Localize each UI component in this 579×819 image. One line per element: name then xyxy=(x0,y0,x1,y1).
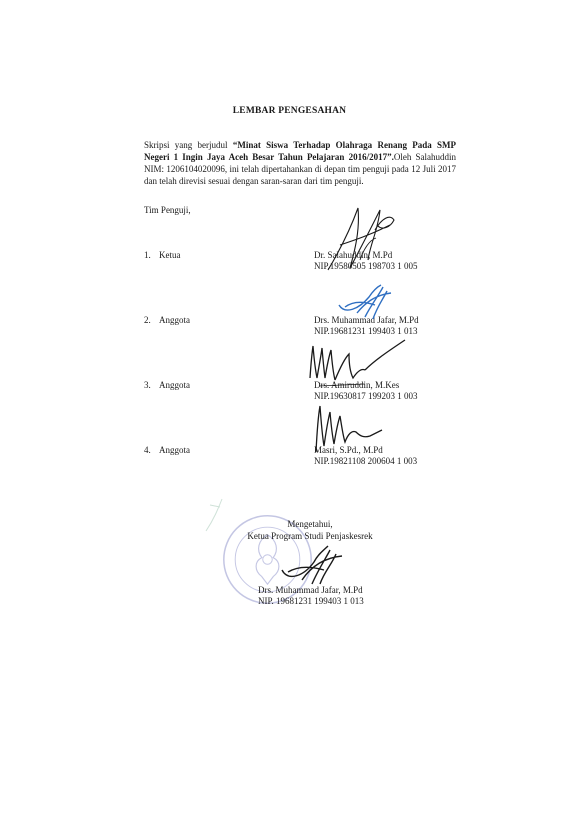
approval-nip: NIP. 19681231 199403 1 013 xyxy=(258,596,364,606)
signature-3-image xyxy=(305,338,415,393)
approval-block xyxy=(258,585,364,607)
examiner-3-name: Drs. Amiruddin, M.Kes xyxy=(314,380,400,390)
examiner-4-nip: NIP.19821108 200604 1 003 xyxy=(314,456,418,466)
examiner-4-role-label: Anggota xyxy=(159,445,190,455)
thesis-title: “Minat Siswa Terhadap Olahraga Renang Pada SMP Negeri 1 Ingin Jaya Aceh Besar Tahun Pelajaran 2016/2017”. xyxy=(144,140,457,162)
examiner-4-role xyxy=(144,445,190,456)
examiner-4-name: Masri, S.Pd., M.Pd xyxy=(314,445,383,455)
examiner-1-number: 1. xyxy=(144,250,151,260)
examiner-2-role-label: Anggota xyxy=(159,315,190,325)
intro-paragraph xyxy=(144,139,456,187)
examiner-2-nip: NIP.19681231 199403 1 013 xyxy=(314,326,418,336)
examiner-1-nip: NIP.19580505 198703 1 005 xyxy=(314,261,418,271)
examiner-2-number: 2. xyxy=(144,315,151,325)
examiner-1-name: Dr. Salahuddin, M.Pd xyxy=(314,250,393,260)
examiner-3-role-label: Anggota xyxy=(159,380,190,390)
signature-2-image xyxy=(335,283,395,323)
approval-name: Drs. Muhammad Jafar, M.Pd xyxy=(258,585,363,595)
faint-mark xyxy=(200,495,230,535)
document-title: LEMBAR PENGESAHAN xyxy=(232,106,347,116)
examiner-3-nip: NIP.19630817 199203 1 003 xyxy=(314,391,418,401)
approval-label: Mengetahui, xyxy=(287,519,333,529)
signature-4-image xyxy=(312,402,387,457)
panel-label: Tim Penguji, xyxy=(144,205,191,215)
examiner-2-name: Drs. Muhammad Jafar, M.Pd xyxy=(314,315,419,325)
examiner-2-role xyxy=(144,315,190,326)
approval-position: Ketua Program Studi Penjaskesrek xyxy=(247,531,373,541)
intro-text-start: Skripsi yang berjudul xyxy=(144,140,233,150)
examiner-1-role xyxy=(144,250,181,261)
examiner-1-role-label: Ketua xyxy=(159,250,181,260)
signature-1-image xyxy=(320,200,400,275)
examiner-3-number: 3. xyxy=(144,380,151,390)
examiner-3-role xyxy=(144,380,190,391)
intro-text-end: Oleh Salahuddin NIM: 1206104020096, ini telah dipertahankan di depan tim penguji pada 12 Juli 2017 dan telah direvisi sesuai dengan saran-saran dari tim penguji. xyxy=(144,152,456,186)
examiner-4-number: 4. xyxy=(144,445,151,455)
approval-signature-image xyxy=(278,544,348,586)
